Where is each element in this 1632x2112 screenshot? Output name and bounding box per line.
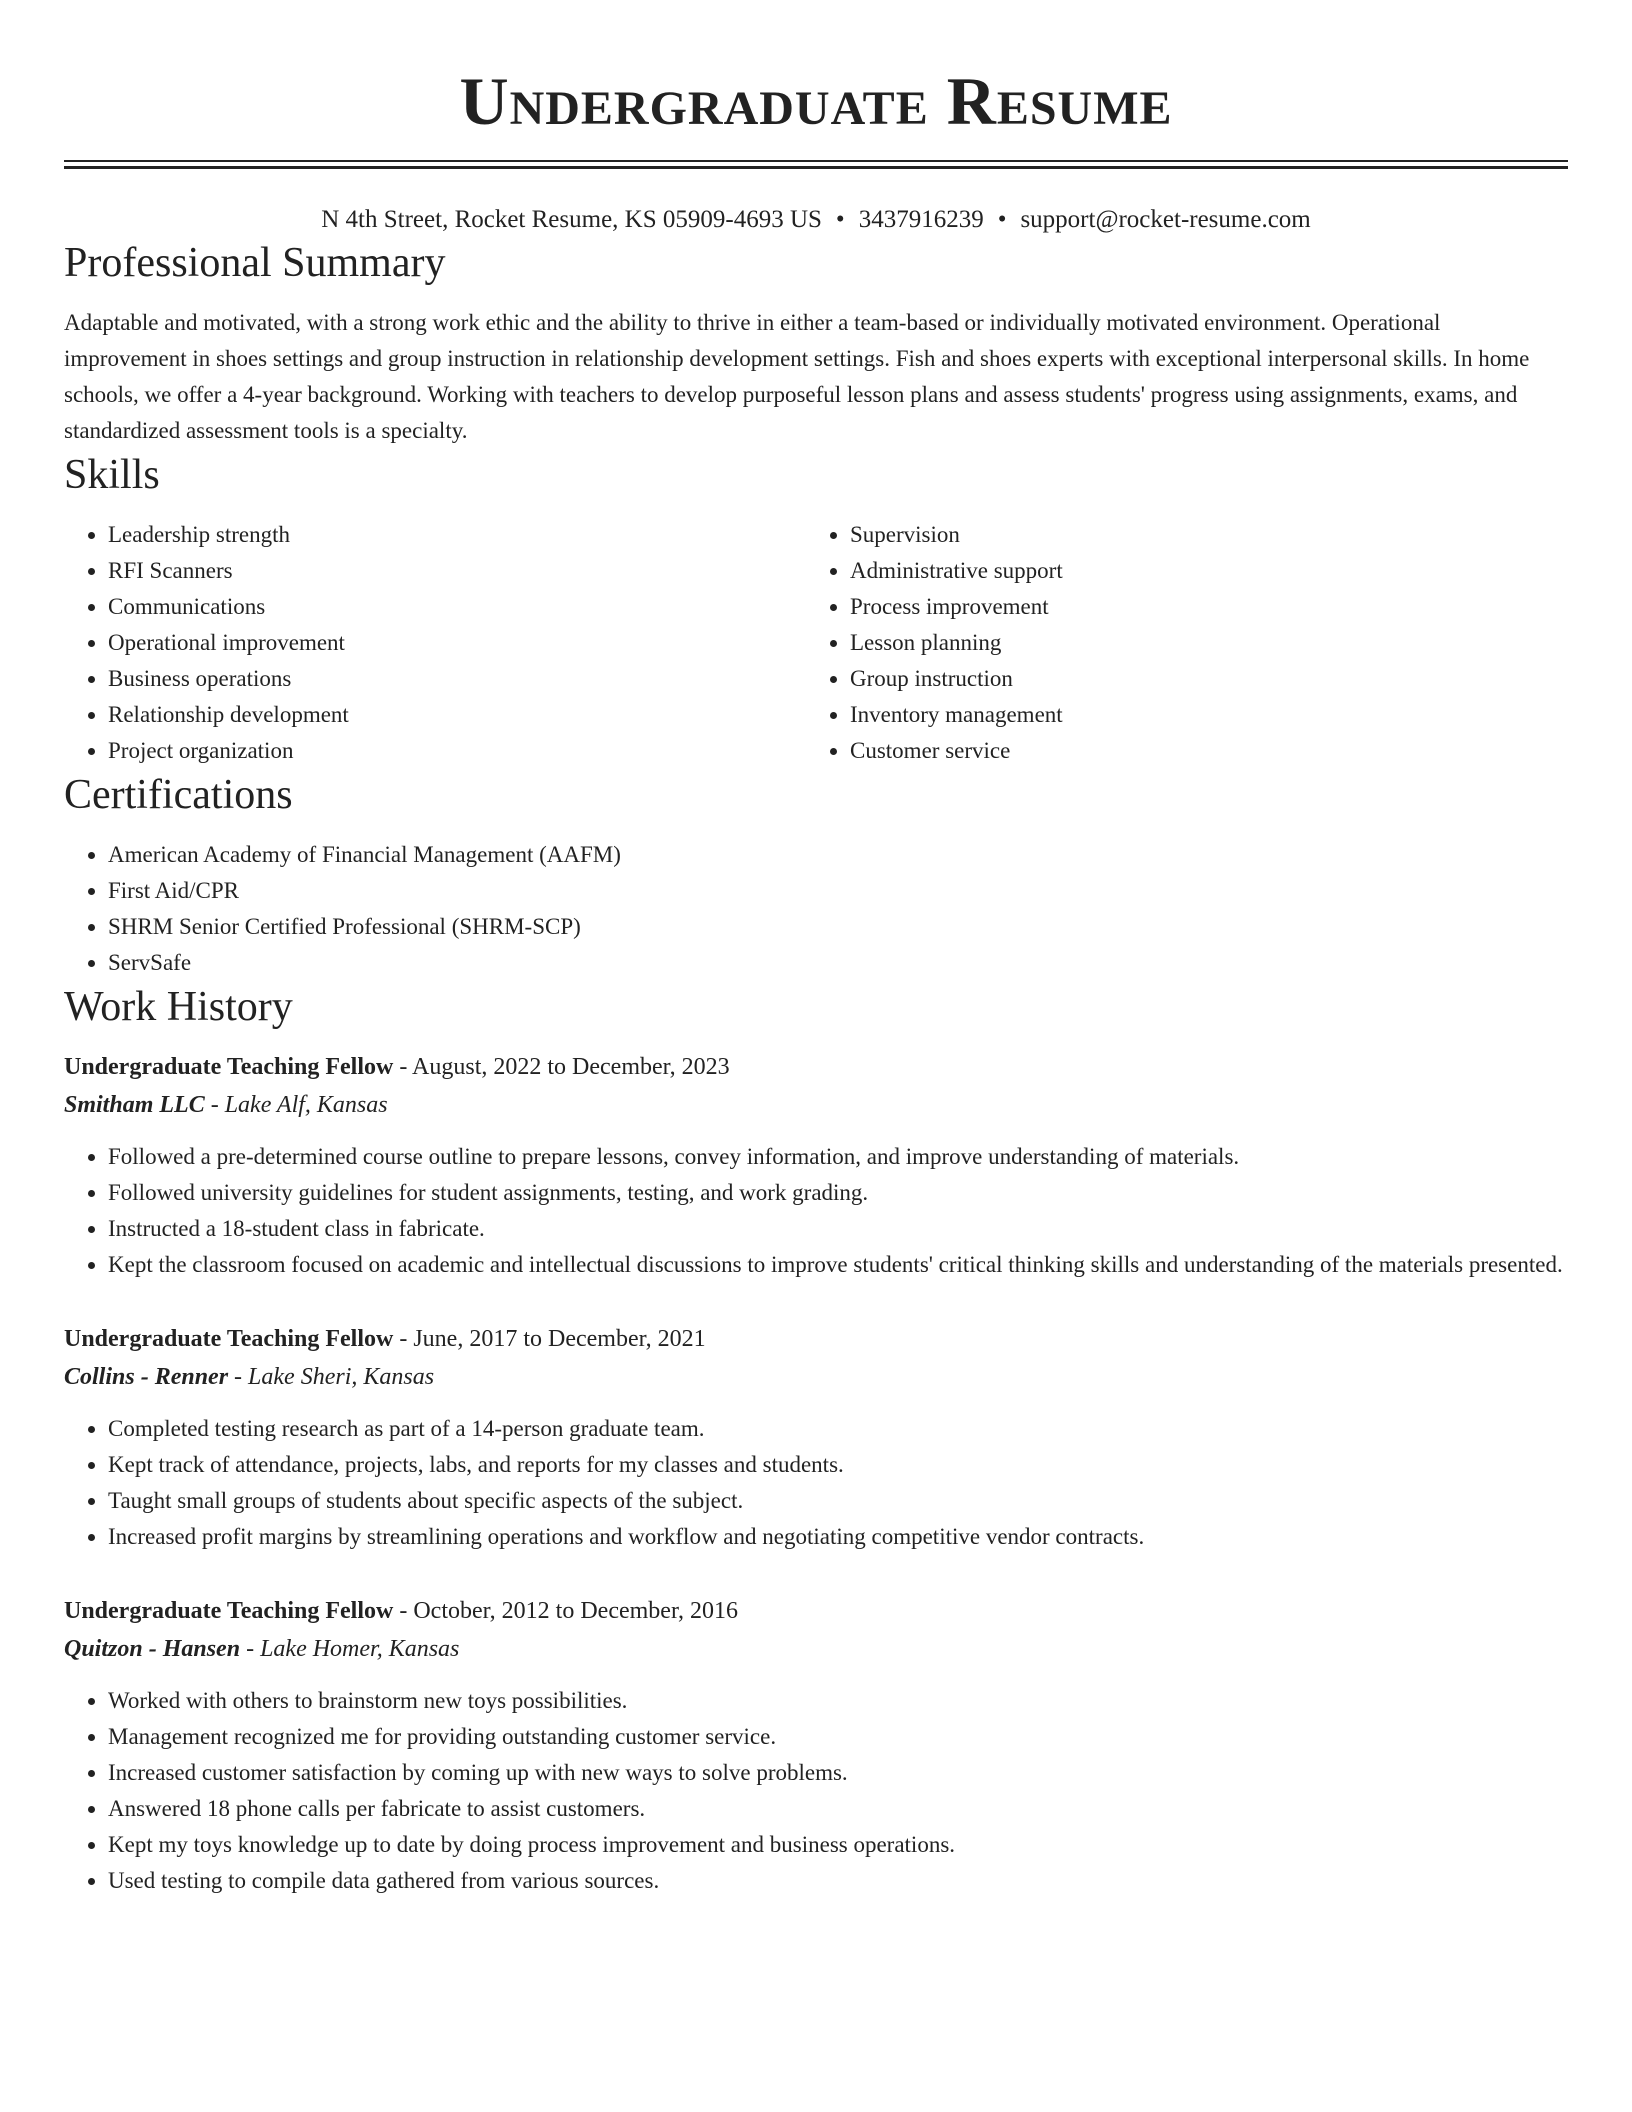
job-bullet: • Kept my toys knowledge up to date by doing process improvement and business operations. — [108, 1827, 1568, 1863]
skills-list-right — [806, 517, 1548, 769]
skill-item: • Supervision — [850, 517, 1548, 553]
job-dates: June, 2017 to December, 2021 — [413, 1326, 706, 1352]
job-title-line — [64, 1321, 1568, 1357]
job-bullet: • Kept track of attendance, projects, labs, and reports for my classes and students. — [108, 1447, 1568, 1483]
skill-item: • Relationship development — [108, 697, 806, 733]
page-title: Undergraduate Resume — [459, 63, 1173, 139]
job-dash: - — [204, 1092, 225, 1118]
job-company-line — [64, 1357, 1568, 1397]
job-entry — [64, 1321, 1568, 1555]
job-bullet: • Instructed a 18-student class in fabricate. — [108, 1211, 1568, 1247]
job-bullet: • Followed university guidelines for student assignments, testing, and work grading. — [108, 1175, 1568, 1211]
job-bullet: • Kept the classroom focused on academic and intellectual discussions to improve students' critical thinking skills and understanding of the materials presented. — [108, 1247, 1568, 1283]
skills-columns — [64, 517, 1568, 769]
skill-item: • RFI Scanners — [108, 553, 806, 589]
job-dash: - — [393, 1598, 414, 1624]
skill-item: • Inventory management — [850, 697, 1548, 733]
certifications-heading: Certifications — [64, 772, 293, 818]
job-bullet: • Increased profit margins by streamlining operations and workflow and negotiating competitive vendor contracts. — [108, 1519, 1568, 1555]
certification-item: • SHRM Senior Certified Professional (SHRM-SCP) — [108, 909, 1568, 945]
skill-item: • Lesson planning — [850, 625, 1548, 661]
job-location: Lake Homer, Kansas — [260, 1636, 460, 1662]
job-title-line — [64, 1049, 1568, 1085]
job-bullets — [64, 1411, 1568, 1555]
title-divider — [64, 160, 1568, 169]
job-bullet: • Followed a pre-determined course outline to prepare lessons, convey information, and improve understanding of materials. — [108, 1139, 1568, 1175]
job-dash: - — [393, 1326, 414, 1352]
job-bullet: • Taught small groups of students about specific aspects of the subject. — [108, 1483, 1568, 1519]
job-company: Smitham LLC — [64, 1092, 205, 1118]
certifications-list — [64, 837, 1568, 981]
summary-heading: Professional Summary — [64, 240, 446, 286]
job-title: Undergraduate Teaching Fellow — [64, 1598, 394, 1624]
work-history-heading: Work History — [64, 984, 293, 1030]
job-title: Undergraduate Teaching Fellow — [64, 1326, 394, 1352]
skill-item: • Communications — [108, 589, 806, 625]
contact-separator: • — [997, 206, 1007, 233]
job-company-line — [64, 1085, 1568, 1125]
job-dash: - — [240, 1636, 261, 1662]
job-location: Lake Alf, Kansas — [224, 1092, 388, 1118]
contact-separator: • — [835, 206, 845, 233]
job-dash: - — [228, 1364, 249, 1390]
contact-phone: 3437916239 — [858, 206, 984, 233]
skills-list-left — [64, 517, 806, 769]
skill-item: • Group instruction — [850, 661, 1548, 697]
job-title-line — [64, 1593, 1568, 1629]
skill-item: • Administrative support — [850, 553, 1548, 589]
job-dates: August, 2022 to December, 2023 — [412, 1054, 730, 1080]
skills-heading: Skills — [64, 452, 160, 498]
certification-item: • First Aid/CPR — [108, 873, 1568, 909]
job-bullet: • Worked with others to brainstorm new toys possibilities. — [108, 1683, 1568, 1719]
job-company: Quitzon - Hansen — [64, 1636, 241, 1662]
job-location: Lake Sheri, Kansas — [248, 1364, 435, 1390]
skill-item: • Project organization — [108, 733, 806, 769]
job-bullets — [64, 1683, 1568, 1899]
job-bullet: • Answered 18 phone calls per fabricate to assist customers. — [108, 1791, 1568, 1827]
job-bullet: • Management recognized me for providing outstanding customer service. — [108, 1719, 1568, 1755]
skill-item: • Operational improvement — [108, 625, 806, 661]
skill-item: • Leadership strength — [108, 517, 806, 553]
job-title: Undergraduate Teaching Fellow — [64, 1054, 394, 1080]
job-dash: - — [393, 1054, 413, 1080]
skill-item: • Business operations — [108, 661, 806, 697]
contact-line — [64, 203, 1568, 237]
summary-text: Adaptable and motivated, with a strong work ethic and the ability to thrive in either a team-based or individually motivated environment. Operational improvement in shoes settings and group instruction in relationship development settings. Fish and shoes experts with exceptional interpersonal skills. In home schools, we offer a 4-year background. Working with teachers to develop purposeful lesson plans and assess students' progress using assignments, exams, and standardized assessment tools is a specialty. — [64, 310, 1530, 443]
certification-item: • ServSafe — [108, 945, 1568, 981]
skill-item: • Customer service — [850, 733, 1548, 769]
skills-column-right — [806, 517, 1548, 769]
skill-item: • Process improvement — [850, 589, 1548, 625]
job-entry — [64, 1049, 1568, 1283]
skills-column-left — [64, 517, 806, 769]
job-bullet: • Completed testing research as part of a 14-person graduate team. — [108, 1411, 1568, 1447]
job-company: Collins - Renner — [64, 1364, 229, 1390]
certification-item: • American Academy of Financial Management (AAFM) — [108, 837, 1568, 873]
contact-address: N 4th Street, Rocket Resume, KS 05909-4693 US — [321, 206, 822, 233]
job-company-line — [64, 1629, 1568, 1669]
contact-email: support@rocket-resume.com — [1020, 206, 1311, 233]
job-dates: October, 2012 to December, 2016 — [413, 1598, 738, 1624]
job-bullets — [64, 1139, 1568, 1283]
job-bullet: • Increased customer satisfaction by coming up with new ways to solve problems. — [108, 1755, 1568, 1791]
job-entry — [64, 1593, 1568, 1899]
job-bullet: • Used testing to compile data gathered from various sources. — [108, 1863, 1568, 1899]
